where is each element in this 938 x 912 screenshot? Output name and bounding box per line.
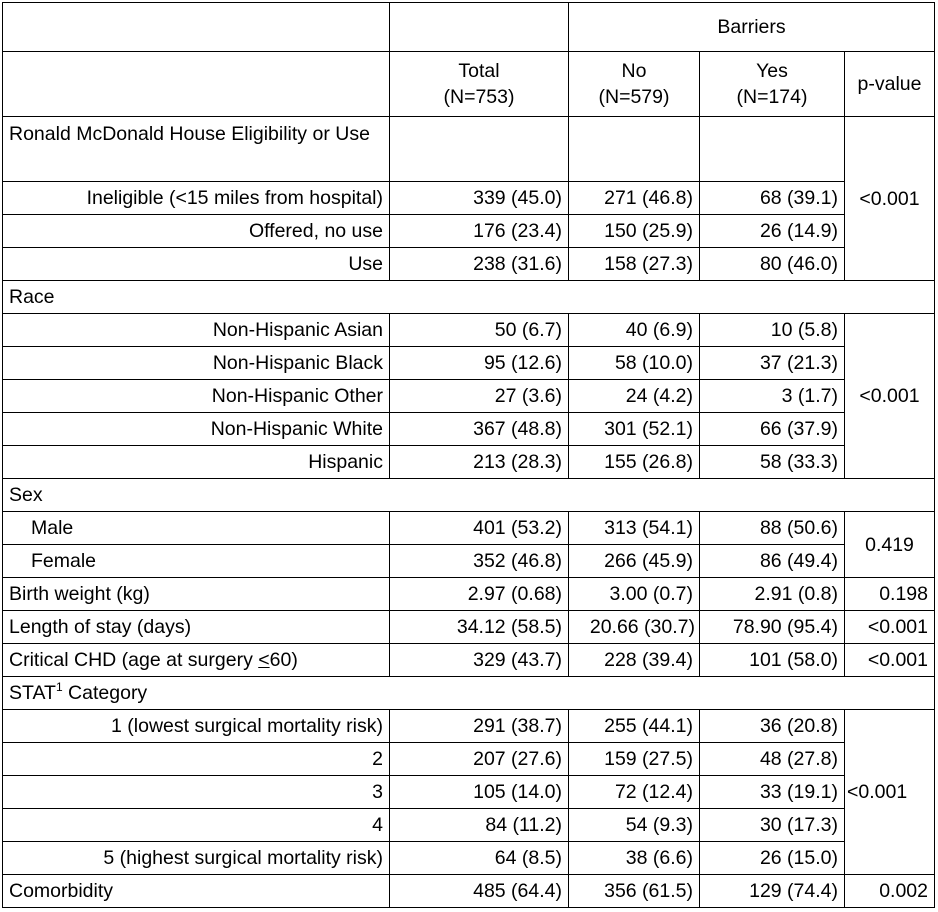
no-column-header: [569, 52, 700, 117]
section-title-sex: Sex: [3, 479, 935, 512]
label-suffix: 60): [269, 649, 298, 671]
row-label: Ineligible (<15 miles from hospital): [3, 182, 390, 215]
pvalue-race: <0.001: [845, 314, 935, 479]
row-label: Non-Hispanic Other: [3, 380, 390, 413]
cell-pvalue: <0.001: [845, 644, 935, 677]
cell-no: 158 (27.3): [569, 248, 700, 281]
cell-no: 159 (27.5): [569, 743, 700, 776]
header-row-1: [3, 3, 935, 52]
cell-total: 367 (48.8): [390, 413, 569, 446]
cell-no: 38 (6.6): [569, 842, 700, 875]
cell-no: 150 (25.9): [569, 215, 700, 248]
pvalue-sex: 0.419: [845, 512, 935, 578]
cell-yes: 66 (37.9): [700, 413, 845, 446]
table-row: [3, 446, 935, 479]
table-row: [3, 842, 935, 875]
row-label: Female: [3, 545, 390, 578]
cell-pvalue: 0.002: [845, 875, 935, 908]
cell-total: 291 (38.7): [390, 710, 569, 743]
cell-yes: 3 (1.7): [700, 380, 845, 413]
header-empty-cell: [3, 52, 390, 117]
section-row-rmh: [3, 117, 935, 182]
cell-yes: 33 (19.1): [700, 776, 845, 809]
row-label: Male: [3, 512, 390, 545]
section-title-race: Race: [3, 281, 935, 314]
label-underlined-symbol: <: [258, 649, 270, 671]
stat-title-prefix: STAT: [9, 682, 56, 704]
yes-column-header: [700, 52, 845, 117]
cell-no: 255 (44.1): [569, 710, 700, 743]
cell-total: 64 (8.5): [390, 842, 569, 875]
row-label: Length of stay (days): [3, 611, 390, 644]
section-row-race: [3, 281, 935, 314]
table-row: [3, 875, 935, 908]
cell-no: 20.66 (30.7): [569, 611, 700, 644]
cell-no: 228 (39.4): [569, 644, 700, 677]
table-row: [3, 809, 935, 842]
section-row-sex: [3, 479, 935, 512]
row-label: Comorbidity: [3, 875, 390, 908]
cell-no: 356 (61.5): [569, 875, 700, 908]
total-column-header: [390, 52, 569, 117]
table-row: [3, 215, 935, 248]
header-empty-cell: [390, 3, 569, 52]
table-row: [3, 644, 935, 677]
yes-n: (N=174): [736, 86, 808, 108]
cell-yes: 101 (58.0): [700, 644, 845, 677]
cell-yes: 68 (39.1): [700, 182, 845, 215]
table-row: [3, 380, 935, 413]
header-row-2: [3, 52, 935, 117]
row-label: 2: [3, 743, 390, 776]
cell-yes: 78.90 (95.4): [700, 611, 845, 644]
cell-no: 3.00 (0.7): [569, 578, 700, 611]
cell-no: 155 (26.8): [569, 446, 700, 479]
total-n: (N=753): [443, 86, 515, 108]
cell-total: 352 (46.8): [390, 545, 569, 578]
row-label: Use: [3, 248, 390, 281]
pvalue-rmh: <0.001: [845, 117, 935, 281]
cell-pvalue: 0.198: [845, 578, 935, 611]
table-row: [3, 413, 935, 446]
cell-total: 95 (12.6): [390, 347, 569, 380]
cell-pvalue: <0.001: [845, 611, 935, 644]
cell-no: 313 (54.1): [569, 512, 700, 545]
cell-no: 271 (46.8): [569, 182, 700, 215]
cell-yes: 2.91 (0.8): [700, 578, 845, 611]
cell-no: 54 (9.3): [569, 809, 700, 842]
pvalue-column-header: p-value: [845, 52, 935, 117]
row-label: Non-Hispanic White: [3, 413, 390, 446]
row-label: Birth weight (kg): [3, 578, 390, 611]
cell-no: 58 (10.0): [569, 347, 700, 380]
cell-total: 339 (45.0): [390, 182, 569, 215]
cell-yes: 58 (33.3): [700, 446, 845, 479]
table-row: [3, 545, 935, 578]
no-label: No: [621, 60, 647, 82]
cell-total: 105 (14.0): [390, 776, 569, 809]
cell-yes: 36 (20.8): [700, 710, 845, 743]
cell-no: 40 (6.9): [569, 314, 700, 347]
table-row: [3, 182, 935, 215]
table-row: [3, 611, 935, 644]
yes-label: Yes: [756, 60, 788, 82]
barriers-group-header: Barriers: [569, 3, 935, 52]
empty-cell: [700, 117, 845, 182]
row-label: Non-Hispanic Asian: [3, 314, 390, 347]
no-n: (N=579): [598, 86, 670, 108]
section-row-stat: [3, 677, 935, 710]
cell-total: 2.97 (0.68): [390, 578, 569, 611]
cell-no: 301 (52.1): [569, 413, 700, 446]
section-title-rmh: Ronald McDonald House Eligibility or Use: [3, 117, 390, 182]
total-label: Total: [458, 60, 500, 82]
cell-yes: 88 (50.6): [700, 512, 845, 545]
row-label: 3: [3, 776, 390, 809]
cell-yes: 80 (46.0): [700, 248, 845, 281]
cell-total: 401 (53.2): [390, 512, 569, 545]
cell-yes: 26 (14.9): [700, 215, 845, 248]
row-label: 4: [3, 809, 390, 842]
cell-total: 238 (31.6): [390, 248, 569, 281]
table-row: [3, 512, 935, 545]
pvalue-stat: <0.001: [845, 710, 935, 875]
cell-yes: 129 (74.4): [700, 875, 845, 908]
cell-no: 24 (4.2): [569, 380, 700, 413]
data-table: [2, 2, 935, 908]
header-empty-cell: [3, 3, 390, 52]
row-label: Hispanic: [3, 446, 390, 479]
empty-cell: [390, 117, 569, 182]
row-label: 5 (highest surgical mortality risk): [3, 842, 390, 875]
table-row: [3, 314, 935, 347]
table-row: [3, 578, 935, 611]
table-row: [3, 743, 935, 776]
cell-total: 329 (43.7): [390, 644, 569, 677]
label-prefix: Critical CHD (age at surgery: [9, 649, 259, 671]
section-title-stat: [3, 677, 935, 710]
row-label: Non-Hispanic Black: [3, 347, 390, 380]
cell-no: 266 (45.9): [569, 545, 700, 578]
cell-yes: 10 (5.8): [700, 314, 845, 347]
cell-total: 27 (3.6): [390, 380, 569, 413]
cell-total: 84 (11.2): [390, 809, 569, 842]
cell-total: 176 (23.4): [390, 215, 569, 248]
cell-total: 34.12 (58.5): [390, 611, 569, 644]
cell-total: 213 (28.3): [390, 446, 569, 479]
empty-cell: [569, 117, 700, 182]
cell-total: 207 (27.6): [390, 743, 569, 776]
stat-title-suffix: Category: [62, 682, 148, 704]
table-row: [3, 776, 935, 809]
table-row: [3, 710, 935, 743]
cell-total: 485 (64.4): [390, 875, 569, 908]
row-label-critical-chd: [3, 644, 390, 677]
row-label: 1 (lowest surgical mortality risk): [3, 710, 390, 743]
cell-yes: 26 (15.0): [700, 842, 845, 875]
cell-total: 50 (6.7): [390, 314, 569, 347]
cell-yes: 37 (21.3): [700, 347, 845, 380]
cell-no: 72 (12.4): [569, 776, 700, 809]
cell-yes: 48 (27.8): [700, 743, 845, 776]
cell-yes: 86 (49.4): [700, 545, 845, 578]
footnote-marker: 1: [55, 680, 63, 694]
table-row: [3, 347, 935, 380]
table-row: [3, 248, 935, 281]
row-label: Offered, no use: [3, 215, 390, 248]
cell-yes: 30 (17.3): [700, 809, 845, 842]
